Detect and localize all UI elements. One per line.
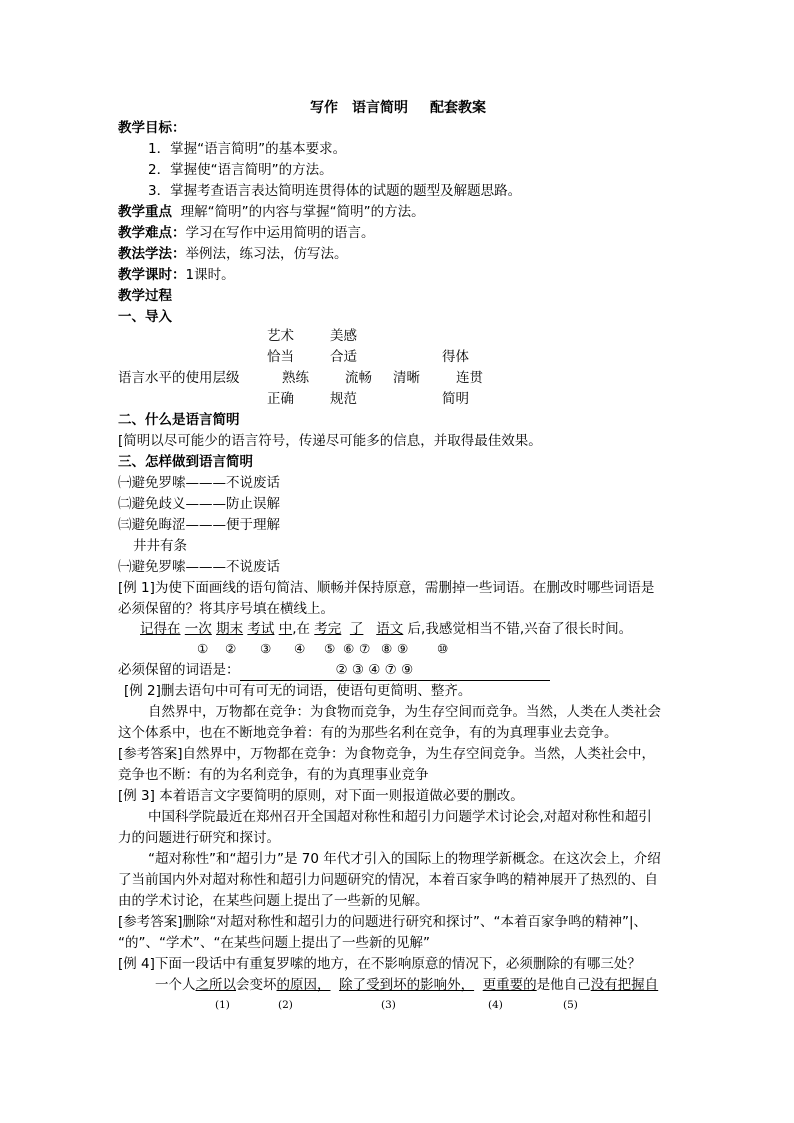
method-text: 举例法，练习法，仿写法。 xyxy=(185,246,348,262)
ex4-seg: 会变坏 xyxy=(236,977,277,993)
ex4-seg: 更重要的 xyxy=(482,977,537,993)
objective-item-2: 2．掌握使“语言简明”的方法。 xyxy=(148,162,333,178)
how-item-4: 井井有条 xyxy=(133,538,187,554)
ex1-answer-label: 必须保留的词语是： xyxy=(118,662,240,678)
objective-item-1: 1．掌握“语言简明”的基本要求。 xyxy=(148,141,347,157)
level-standard: 规范 xyxy=(330,391,357,407)
intro-heading: 一、导入 xyxy=(118,309,172,325)
how-item-3: ㈢避免晦涩———便于理解 xyxy=(118,517,280,533)
level-skilled: 熟练 xyxy=(282,370,309,386)
ex3-line-2: 中国科学院最近在郑州召开全国超对称性和超引力问题学术讨论会,对超对称性和超引 xyxy=(148,809,652,825)
ex4-seg: 是他自己 xyxy=(536,977,591,993)
how-item-2: ㈡避免歧义———防止误解 xyxy=(118,496,280,512)
what-heading: 二、什么是语言简明 xyxy=(118,412,240,428)
ex4-num-1: (1) xyxy=(215,999,230,1011)
level-correct: 正确 xyxy=(267,391,294,407)
difficulty-label: 教学难点： xyxy=(118,225,186,241)
ex3-line-5: 了当前国内外对超对称性和超引力问题研究的情况，本着百家争鸣的精神展开了热烈的、自 xyxy=(118,872,658,888)
level-label: 语言水平的使用层级 xyxy=(118,370,240,386)
how-item-5: ㈠避免罗嗦———不说废话 xyxy=(118,559,280,575)
objective-item-3: 3．掌握考查语言表达简明连贯得体的试题的题型及解题思路。 xyxy=(148,183,522,199)
hours-label: 教学课时： xyxy=(118,267,186,283)
level-decent: 得体 xyxy=(442,349,469,365)
ex4-num-4: (4) xyxy=(488,999,503,1011)
ex1-seg: 了 xyxy=(349,621,364,637)
focus-line xyxy=(118,202,425,222)
ex1-num-4: ④ xyxy=(294,641,306,656)
ex4-seg: 一个人 xyxy=(155,977,196,993)
hours-line xyxy=(118,265,235,285)
level-fluent: 流畅 xyxy=(345,370,372,386)
ex4-seg: 的原因， xyxy=(276,977,331,993)
difficulty-text: 学习在写作中运用简明的语言。 xyxy=(185,225,375,241)
process-heading: 教学过程 xyxy=(118,288,172,304)
ex4-seg: 除了受到坏的影响外， xyxy=(339,977,475,993)
ex1-seg: 期末 xyxy=(216,621,244,637)
level-appropriate: 恰当 xyxy=(267,349,294,365)
level-beauty: 美感 xyxy=(330,328,357,344)
ex2-line-2: 自然界中，万物都在竞争：为食物而竞争，为生存空间而竞争。当然，人类在人类社会 xyxy=(148,704,661,720)
ex4-seg: 之所以 xyxy=(195,977,236,993)
ex1-num-7: ⑦ xyxy=(359,641,371,656)
ex4-num-2: (2) xyxy=(278,999,293,1011)
title-part-topic: 语言简明 xyxy=(352,100,408,116)
hours-text: 1课时。 xyxy=(185,267,235,283)
ex1-seg: 后,我感觉相当不错,兴奋了很长时间。 xyxy=(407,621,633,637)
ex1-seg: 记得在 xyxy=(140,621,181,637)
ex1-num-3: ③ xyxy=(260,641,272,656)
ex1-answer-value: ② ③ ④ ⑦ ⑨ xyxy=(335,662,414,678)
ex3-line-4: “超对称性”和“超引力”是 70 年代才引入的国际上的物理学新概念。在这次会上，介绍 xyxy=(148,851,661,867)
ex3-line-1: [例 3] 本着语言文字要简明的原则，对下面一则报道做必要的删改。 xyxy=(118,788,524,804)
ex1-num-8: ⑧ xyxy=(381,641,393,656)
ex4-seg: 没有把握自 xyxy=(590,977,659,993)
objectives-heading: 教学目标： xyxy=(118,120,186,136)
ex4-sentence xyxy=(155,975,658,995)
ex1-line-2: 必须保留的？将其序号填在横线上。 xyxy=(118,601,334,617)
method-line xyxy=(118,244,348,264)
ex1-num-1: ① xyxy=(197,641,209,656)
ex4-num-3: (3) xyxy=(381,999,396,1011)
ex2-line-1: [例 2]删去语句中可有可无的词语，使语句更简明、整齐。 xyxy=(124,683,472,699)
ex1-seg: 考试 xyxy=(247,621,275,637)
focus-label: 教学重点 xyxy=(118,204,172,220)
how-item-1: ㈠避免罗嗦———不说废话 xyxy=(118,475,280,491)
ex4-num-5: (5) xyxy=(563,999,578,1011)
what-definition: [简明以尽可能少的语言符号，传递尽可能多的信息，并取得最佳效果。 xyxy=(118,433,542,449)
page-title xyxy=(310,98,486,118)
ex3-line-6: 由的学术讨论，在某些问题上提出了一些新的见解。 xyxy=(118,893,429,909)
ex1-answer-blank xyxy=(240,660,550,681)
level-clear: 清晰 xyxy=(393,370,420,386)
ex1-num-5: ⑤ xyxy=(324,641,336,656)
method-label: 教法学法： xyxy=(118,246,186,262)
ex1-num-6: ⑥ xyxy=(343,641,355,656)
ex1-num-2: ② xyxy=(225,641,237,656)
ex1-line-1: [例 1]为使下面画线的语句简洁、顺畅并保持原意，需删掉一些词语。在删改时哪些词语是 xyxy=(118,580,655,596)
ex1-sentence xyxy=(140,619,632,639)
ex1-answer-line xyxy=(118,660,550,681)
how-heading: 三、怎样做到语言简明 xyxy=(118,454,253,470)
ex2-line-4: [参考答案]自然界中，万物都在竞争：为食物竞争，为生存空间竞争。当然，人类社会中， xyxy=(118,746,656,762)
ex3-line-7: [参考答案]删除“对超对称性和超引力的问题进行研究和探讨”、“本着百家争鸣的精神”|、 xyxy=(118,914,648,930)
ex1-seg: 中 xyxy=(278,621,293,637)
ex1-num-9: ⑨ xyxy=(397,641,409,656)
level-concise: 简明 xyxy=(442,391,469,407)
ex1-seg: 考完 xyxy=(314,621,342,637)
ex1-seg: 语文 xyxy=(376,621,404,637)
ex2-line-5: 竞争也不断：有的为名利竞争，有的为真理事业竞争 xyxy=(118,767,429,783)
ex1-seg: 一次 xyxy=(184,621,212,637)
ex3-line-8: “的”、“学术”、“在某些问题上提出了一些新的见解” xyxy=(118,935,430,951)
title-part-plan: 配套教案 xyxy=(430,100,486,116)
ex3-line-3: 力的问题进行研究和探讨。 xyxy=(118,830,280,846)
ex4-line-1: [例 4]下面一段话中有重复罗嗦的地方，在不影响原意的情况下，必须删除的有哪三处？ xyxy=(118,956,641,972)
ex1-seg: ,在 xyxy=(292,621,310,637)
level-suitable: 合适 xyxy=(330,349,357,365)
focus-text: 理解“简明”的内容与掌握“简明”的方法。 xyxy=(180,204,425,220)
level-coherent: 连贯 xyxy=(456,370,483,386)
ex1-num-10: ⑩ xyxy=(437,641,449,656)
title-part-writing: 写作 xyxy=(310,100,338,116)
ex2-line-3: 这个体系中，也在不断地竞争着：有的为那些名利在竞争，有的为真理事业去竞争。 xyxy=(118,725,618,741)
difficulty-line xyxy=(118,223,375,243)
level-art: 艺术 xyxy=(267,328,294,344)
